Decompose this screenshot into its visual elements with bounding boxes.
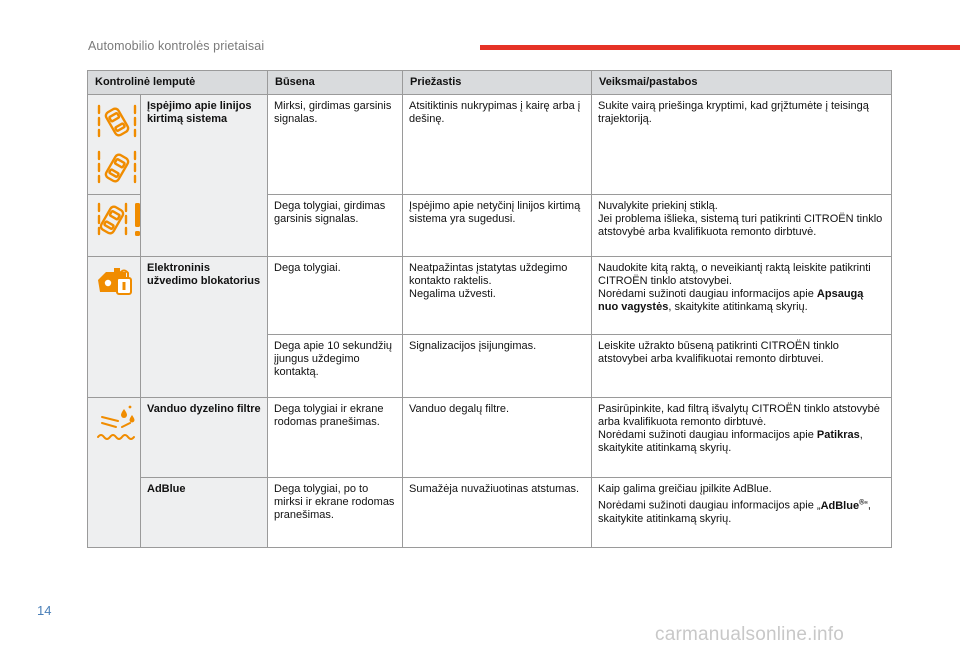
table-row bbox=[88, 95, 892, 195]
adblue-cause: Sumažėja nuvažiuotinas atstumas. bbox=[403, 478, 592, 548]
lane-action-2: Nuvalykite priekinį stiklą. Jei problema išlieka, sistemą turi patikrinti CITROËN tinklo atstovybė arba kvalifikuota remonto dirbtuvė. bbox=[592, 195, 892, 257]
table-row bbox=[88, 257, 892, 335]
lane-departure-icon bbox=[94, 100, 140, 186]
adblue-name: AdBlue bbox=[141, 478, 268, 548]
icon-cell bbox=[88, 398, 141, 548]
water-cause: Vanduo degalų filtre. bbox=[403, 398, 592, 478]
lane-cause-1: Atsitiktinis nukrypimas į kairę arba į dešinę. bbox=[403, 95, 592, 195]
page-number: 14 bbox=[37, 603, 52, 618]
table-row bbox=[88, 478, 892, 548]
anti-theft-link-text: Apsaugą nuo vagystės bbox=[598, 288, 864, 313]
table-header-row bbox=[88, 71, 892, 95]
page-header-title: Automobilio kontrolės prietaisai bbox=[88, 39, 265, 53]
immobiliser-state-1: Dega tolygiai. bbox=[268, 257, 403, 335]
water-action bbox=[592, 398, 892, 478]
lane-departure-fault-icon bbox=[94, 200, 144, 240]
icon-cell bbox=[88, 195, 141, 257]
adblue-link-text bbox=[821, 500, 865, 512]
action-text: Naudokite kitą raktą, o neveikiantį raktą leiskite patikrinti CITROËN tinklo atstovybei. Norėdami sužinoti daugiau informacijos apie bbox=[598, 262, 871, 300]
lane-state-1: Mirksi, girdimas garsinis signalas. bbox=[268, 95, 403, 195]
adblue-bold: AdBlue bbox=[820, 499, 860, 512]
immobiliser-name: Elektroninis užvedimo blokatorius bbox=[141, 257, 268, 398]
lane-action-1: Sukite vairą priešinga kryptimi, kad grįžtumėte į teisingą trajektoriją. bbox=[592, 95, 892, 195]
adblue-state: Dega tolygiai, po to mirksi ir ekrane rodomas pranešimas. bbox=[268, 478, 403, 548]
registered-mark: ® bbox=[859, 499, 865, 506]
water-in-diesel-icon bbox=[94, 403, 140, 443]
icon-cell bbox=[88, 95, 141, 195]
immobiliser-state-2: Dega apie 10 sekundžių įjungus uždegimo kontaktą. bbox=[268, 335, 403, 398]
action-text: “, skaitykite atitinkamą skyrių. bbox=[598, 499, 871, 525]
water-state: Dega tolygiai ir ekrane rodomas pranešimas. bbox=[268, 398, 403, 478]
column-header-lamp: Kontrolinė lemputė bbox=[88, 71, 268, 95]
checks-link-text: Patikras bbox=[816, 429, 860, 441]
action-text: , skaitykite atitinkamą skyrių. bbox=[668, 301, 808, 313]
icon-cell bbox=[88, 257, 141, 398]
column-header-cause: Priežastis bbox=[403, 71, 592, 95]
immobiliser-cause-1: Neatpažintas įstatytas uždegimo kontakto raktelis. Negalima užvesti. bbox=[403, 257, 592, 335]
header-accent-bar bbox=[480, 45, 960, 50]
immobiliser-key-icon bbox=[94, 262, 138, 296]
adblue-action bbox=[592, 478, 892, 548]
lane-state-2: Dega tolygiai, girdimas garsinis signalas. bbox=[268, 195, 403, 257]
water-in-diesel-name: Vanduo dyzelino filtre bbox=[141, 398, 268, 478]
immobiliser-cause-2: Signalizacijos įsijungimas. bbox=[403, 335, 592, 398]
column-header-state: Būsena bbox=[268, 71, 403, 95]
lane-warning-name: Įspėjimo apie linijos kirtimą sistema bbox=[141, 95, 268, 257]
action-text: Kaip galima greičiau įpilkite AdBlue. Norėdami sužinoti daugiau informacijos apie „ bbox=[598, 483, 821, 512]
action-text: , skaitykite atitinkamą skyrių. bbox=[598, 429, 863, 454]
action-text: Pasirūpinkite, kad filtrą išvalytų CITROËN tinklo atstovybė arba kvalifikuota remonto dirbtuvė. Norėdami sužinoti daugiau informacijos apie bbox=[598, 403, 880, 441]
immobiliser-action-2: Leiskite užrakto būseną patikrinti CITROËN tinklo atstovybei arba kvalifikuotai remonto dirbtuvei. bbox=[592, 335, 892, 398]
watermark: carmanualsonline.info bbox=[655, 624, 845, 645]
warning-lamps-table bbox=[87, 70, 892, 548]
table-row bbox=[88, 398, 892, 478]
column-header-action: Veiksmai/pastabos bbox=[592, 71, 892, 95]
immobiliser-action-1 bbox=[592, 257, 892, 335]
lane-cause-2: Įspėjimo apie netyčinį linijos kirtimą sistema yra sugedusi. bbox=[403, 195, 592, 257]
